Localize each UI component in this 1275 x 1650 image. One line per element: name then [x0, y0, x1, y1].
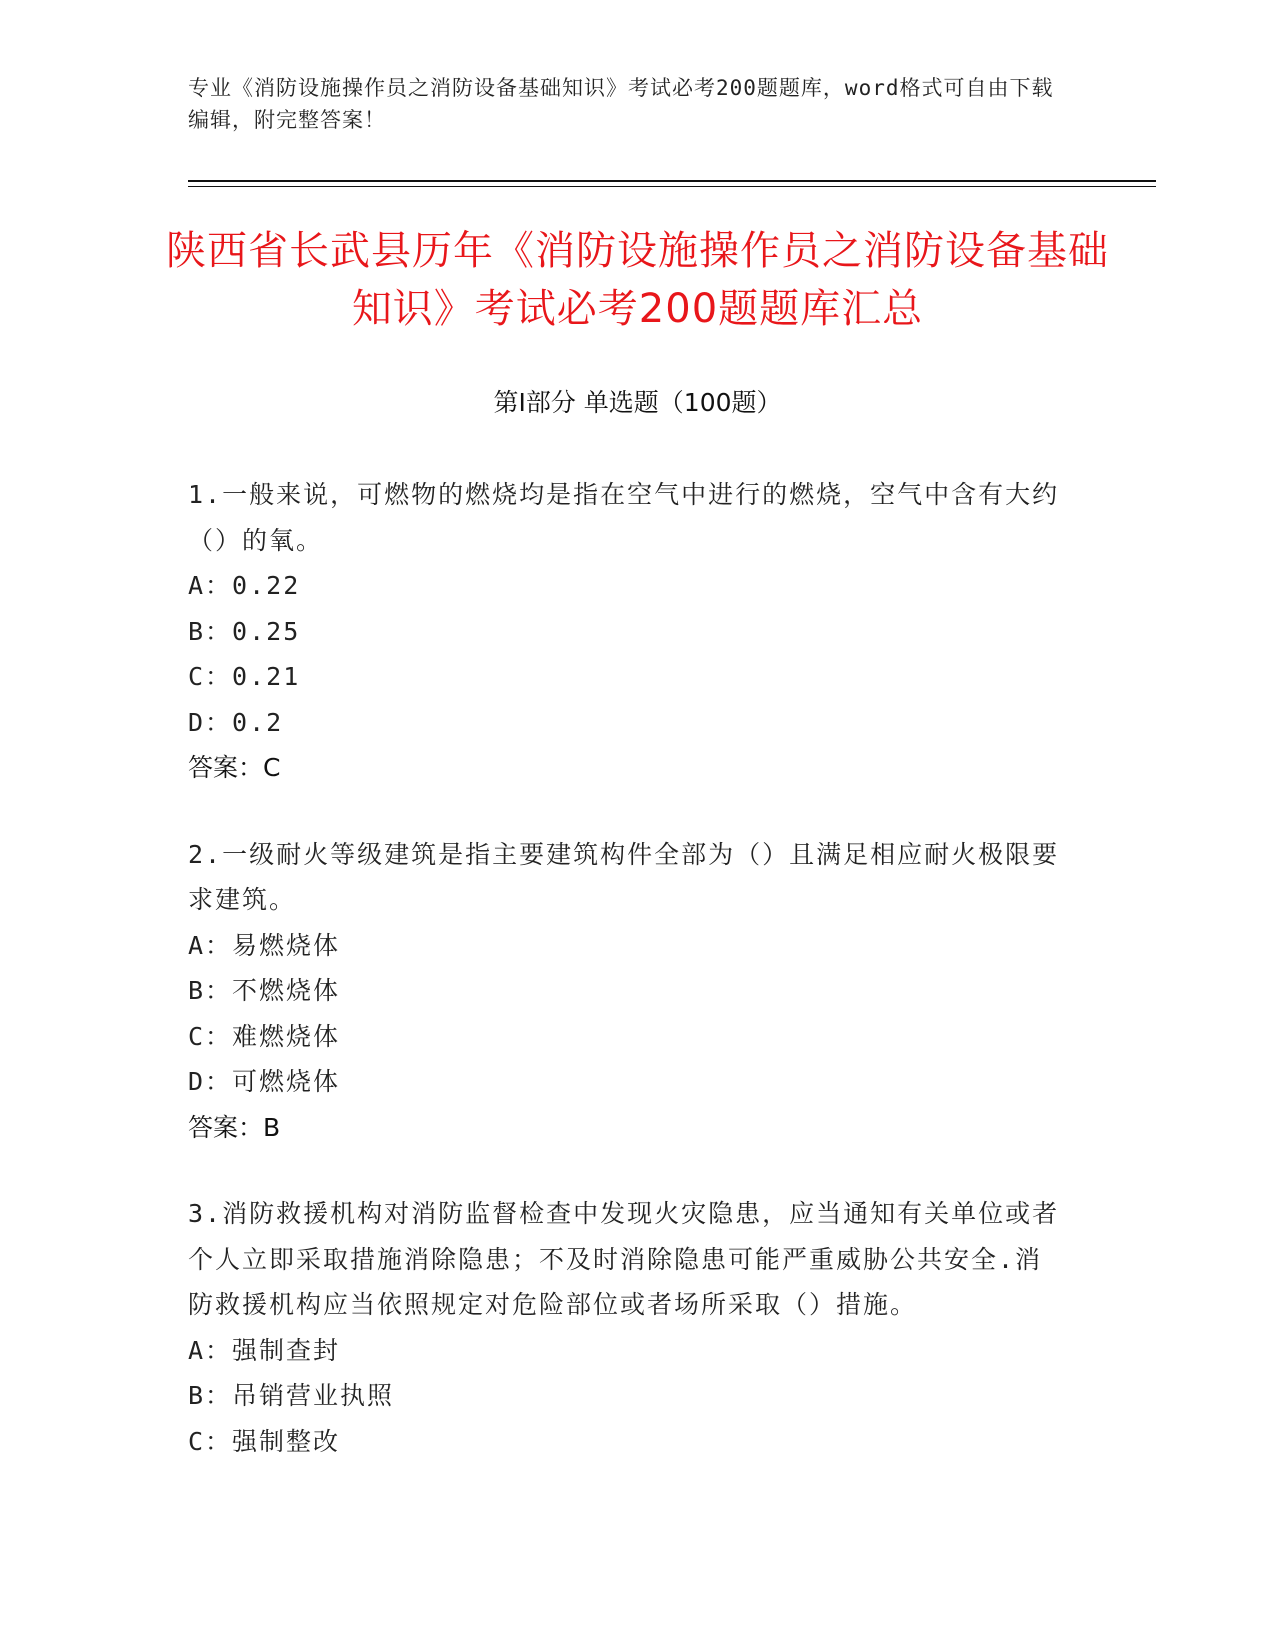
header-rule-thick [188, 180, 1156, 182]
question-stem: 2.一级耐火等级建筑是指主要建筑构件全部为（）且满足相应耐火极限要求建筑。 [188, 839, 1060, 914]
option-d: D：可燃烧体 [188, 1067, 341, 1096]
question-1 [188, 472, 1068, 791]
option-b: B：0.25 [188, 616, 301, 646]
section-title: 第I部分 单选题（100题） [493, 388, 782, 417]
question-2 [188, 832, 1068, 1151]
header-rule-thin [188, 186, 1156, 187]
question-3 [188, 1191, 1068, 1464]
document-title: 陕西省长武县历年《消防设施操作员之消防设备基础知识》考试必考200题题库汇总 [166, 228, 1109, 332]
option-a: A：0.22 [188, 571, 301, 600]
option-c: C：难燃烧体 [188, 1021, 341, 1051]
option-c: C：0.21 [188, 662, 301, 691]
option-b: B：不燃烧体 [188, 976, 341, 1005]
option-a: A：强制查封 [188, 1335, 341, 1365]
answer: 答案：C [188, 753, 281, 782]
header-note: 专业《消防设施操作员之消防设备基础知识》考试必考200题题库，word格式可自由下载编辑，附完整答案！ [188, 76, 1054, 132]
option-a: A：易燃烧体 [188, 930, 341, 960]
question-stem: 3.消防救援机构对消防监督检查中发现火灾隐患，应当通知有关单位或者个人立即采取措施消除隐患；不及时消除隐患可能严重威胁公共安全.消防救援机构应当依照规定对危险部位或者场所采取（）措施。 [188, 1199, 1060, 1319]
question-list [188, 472, 1068, 1505]
option-b: B：吊销营业执照 [188, 1381, 395, 1410]
question-stem: 1.一般来说，可燃物的燃烧均是指在空气中进行的燃烧，空气中含有大约（）的氧。 [188, 480, 1060, 555]
answer: 答案：B [188, 1112, 281, 1142]
option-c: C：强制整改 [188, 1426, 341, 1456]
option-d: D：0.2 [188, 707, 284, 737]
